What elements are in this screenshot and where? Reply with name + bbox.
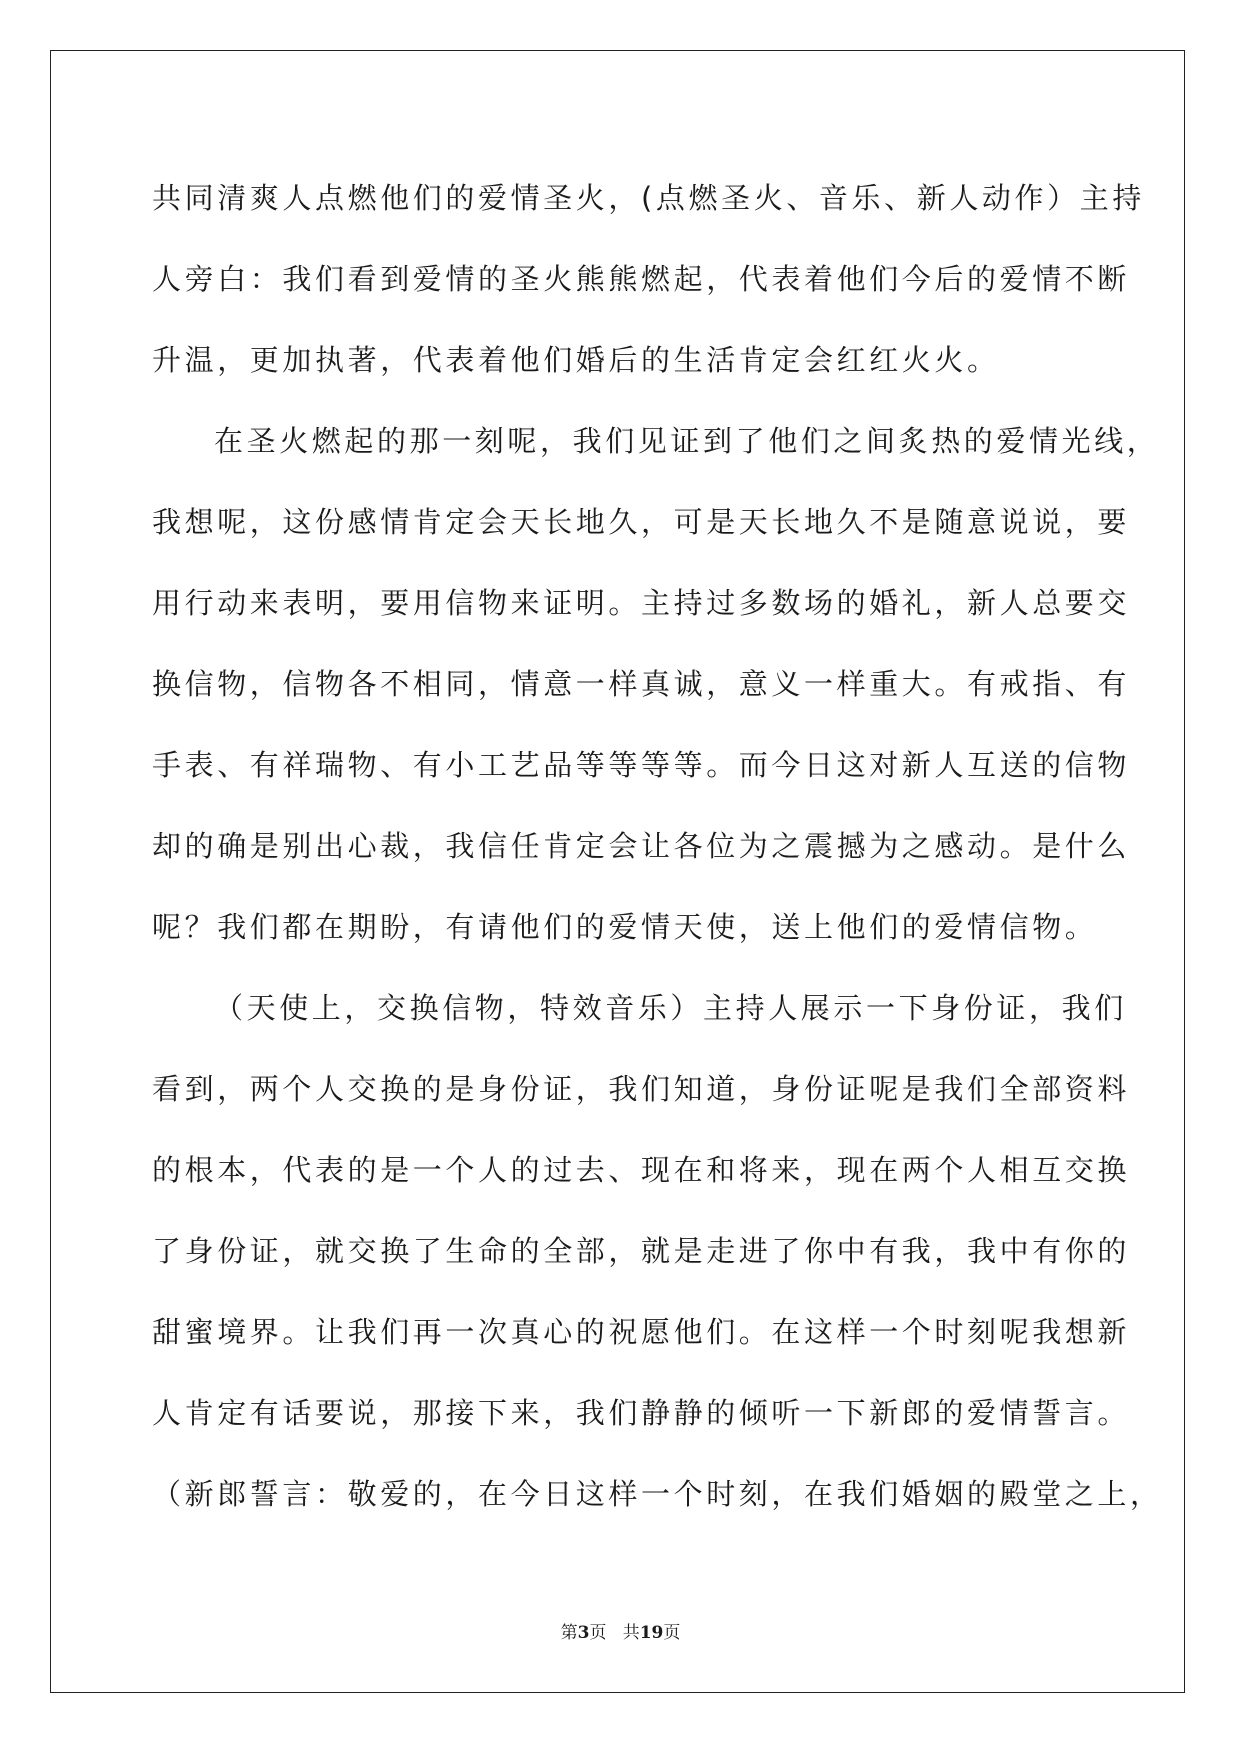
footer-total-prefix: 共 (622, 1623, 640, 1643)
text-line: 手表、有祥瑞物、有小工艺品等等等等。而今日这对新人互送的信物 (152, 748, 1131, 782)
text-line: 人肯定有话要说，那接下来，我们静静的倾听一下新郎的爱情誓言。 (152, 1396, 1131, 1430)
current-page-number: 3 (577, 1623, 590, 1643)
text-line: 甜蜜境界。让我们再一次真心的祝愿他们。在这样一个时刻呢我想新 (152, 1315, 1131, 1349)
page-footer (0, 1618, 1241, 1643)
text-line: 看到，两个人交换的是身份证，我们知道，身份证呢是我们全部资料 (152, 1072, 1131, 1106)
text-line: 用行动来表明，要用信物来证明。主持过多数场的婚礼，新人总要交 (152, 586, 1131, 620)
text-line: 呢？我们都在期盼，有请他们的爱情天使，送上他们的爱情信物。 (152, 910, 1098, 944)
text-line: 人旁白：我们看到爱情的圣火熊熊燃起，代表着他们今后的爱情不断 (152, 262, 1131, 296)
footer-page-unit: 页 (589, 1623, 607, 1643)
total-pages-number: 19 (639, 1623, 664, 1643)
text-line: 我想呢，这份感情肯定会天长地久，可是天长地久不是随意说说，要 (152, 505, 1131, 539)
document-body (152, 158, 1163, 1535)
paragraph-start-line: 在圣火燃起的那一刻呢，我们见证到了他们之间炙热的爱情光线， (214, 424, 1160, 458)
text-line: 换信物，信物各不相同，情意一样真诚，意义一样重大。有戒指、有 (152, 667, 1131, 701)
text-line: 的根本，代表的是一个人的过去、现在和将来，现在两个人相互交换 (152, 1153, 1131, 1187)
text-line: 却的确是别出心裁，我信任肯定会让各位为之震撼为之感动。是什么 (152, 829, 1131, 863)
text-line: （新郎誓言：敬爱的，在今日这样一个时刻，在我们婚姻的殿堂之上， (152, 1477, 1163, 1511)
paragraph-start-line: （天使上，交换信物，特效音乐）主持人展示一下身份证，我们 (214, 991, 1127, 1025)
footer-total-unit: 页 (663, 1623, 681, 1643)
text-line: 升温，更加执著，代表着他们婚后的生活肯定会红红火火。 (152, 343, 1000, 377)
text-line: 共同清爽人点燃他们的爱情圣火，(点燃圣火、音乐、新人动作）主持 (152, 181, 1145, 215)
footer-prefix: 第 (560, 1623, 578, 1643)
text-line: 了身份证，就交换了生命的全部，就是走进了你中有我，我中有你的 (152, 1234, 1131, 1268)
